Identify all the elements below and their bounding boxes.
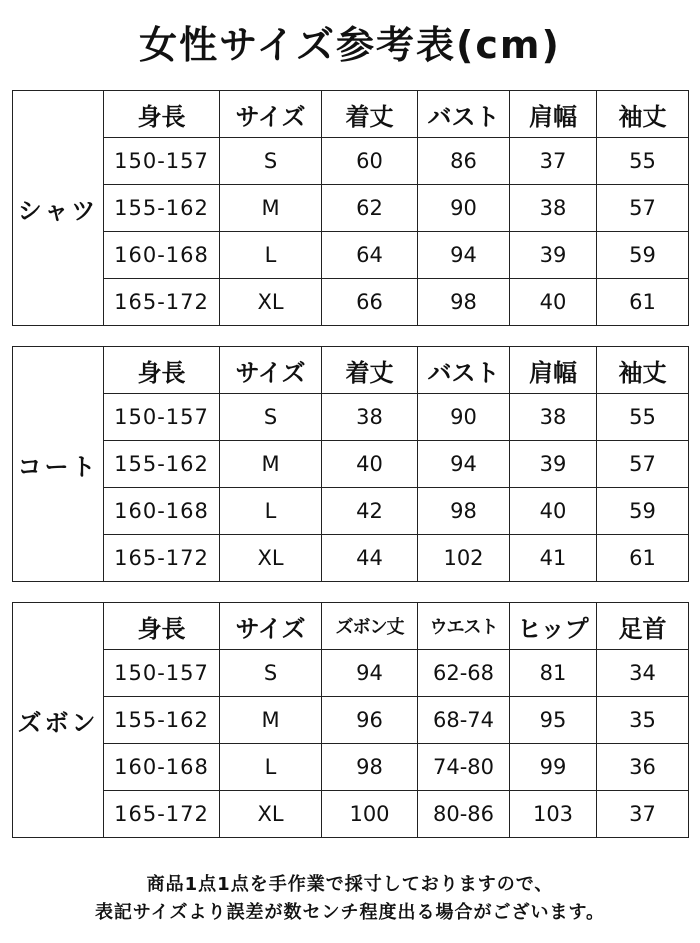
group-label-shirts: シャツ bbox=[13, 91, 104, 326]
cell-waist: 68-74 bbox=[418, 697, 510, 744]
cell-sleeve: 59 bbox=[597, 488, 689, 535]
cell-height: 160-168 bbox=[104, 232, 220, 279]
cell-sleeve: 61 bbox=[597, 535, 689, 582]
cell-length: 66 bbox=[322, 279, 418, 326]
cell-height: 150-157 bbox=[104, 138, 220, 185]
table-header-row bbox=[13, 603, 689, 650]
table-row bbox=[13, 535, 689, 582]
cell-pants-length: 94 bbox=[322, 650, 418, 697]
cell-size: M bbox=[220, 697, 322, 744]
header-size: サイズ bbox=[220, 91, 322, 138]
header-shoulder: 肩幅 bbox=[510, 347, 597, 394]
cell-height: 150-157 bbox=[104, 394, 220, 441]
header-size: サイズ bbox=[220, 347, 322, 394]
cell-height: 165-172 bbox=[104, 279, 220, 326]
cell-height: 165-172 bbox=[104, 791, 220, 838]
cell-pants-length: 96 bbox=[322, 697, 418, 744]
header-pants-length: ズボン丈 bbox=[322, 603, 418, 650]
cell-bust: 90 bbox=[418, 394, 510, 441]
cell-hip: 81 bbox=[510, 650, 597, 697]
cell-waist: 74-80 bbox=[418, 744, 510, 791]
cell-sleeve: 57 bbox=[597, 441, 689, 488]
header-size: サイズ bbox=[220, 603, 322, 650]
table-row bbox=[13, 744, 689, 791]
cell-length: 62 bbox=[322, 185, 418, 232]
cell-bust: 90 bbox=[418, 185, 510, 232]
table-header-row bbox=[13, 91, 689, 138]
table-row bbox=[13, 232, 689, 279]
table-row bbox=[13, 394, 689, 441]
header-bust: バスト bbox=[418, 91, 510, 138]
cell-shoulder: 38 bbox=[510, 185, 597, 232]
cell-hip: 103 bbox=[510, 791, 597, 838]
cell-ankle: 34 bbox=[597, 650, 689, 697]
cell-sleeve: 61 bbox=[597, 279, 689, 326]
cell-ankle: 35 bbox=[597, 697, 689, 744]
table-row bbox=[13, 650, 689, 697]
table-row bbox=[13, 279, 689, 326]
cell-sleeve: 55 bbox=[597, 394, 689, 441]
header-height: 身長 bbox=[104, 91, 220, 138]
cell-height: 160-168 bbox=[104, 488, 220, 535]
cell-waist: 80-86 bbox=[418, 791, 510, 838]
cell-length: 60 bbox=[322, 138, 418, 185]
cell-length: 42 bbox=[322, 488, 418, 535]
cell-size: S bbox=[220, 138, 322, 185]
header-length: 着丈 bbox=[322, 91, 418, 138]
coat-size-table bbox=[12, 346, 688, 582]
cell-bust: 86 bbox=[418, 138, 510, 185]
cell-height: 155-162 bbox=[104, 697, 220, 744]
cell-shoulder: 40 bbox=[510, 488, 597, 535]
cell-sleeve: 59 bbox=[597, 232, 689, 279]
header-height: 身長 bbox=[104, 603, 220, 650]
header-bust: バスト bbox=[418, 347, 510, 394]
header-height: 身長 bbox=[104, 347, 220, 394]
cell-shoulder: 39 bbox=[510, 232, 597, 279]
table-row bbox=[13, 185, 689, 232]
cell-shoulder: 39 bbox=[510, 441, 597, 488]
cell-height: 155-162 bbox=[104, 441, 220, 488]
cell-shoulder: 40 bbox=[510, 279, 597, 326]
cell-bust: 102 bbox=[418, 535, 510, 582]
cell-sleeve: 57 bbox=[597, 185, 689, 232]
cell-pants-length: 98 bbox=[322, 744, 418, 791]
table-row bbox=[13, 441, 689, 488]
cell-waist: 62-68 bbox=[418, 650, 510, 697]
cell-size: S bbox=[220, 394, 322, 441]
table-row bbox=[13, 138, 689, 185]
header-waist: ウエスト bbox=[418, 603, 510, 650]
cell-size: XL bbox=[220, 535, 322, 582]
cell-shoulder: 41 bbox=[510, 535, 597, 582]
header-ankle: 足首 bbox=[597, 603, 689, 650]
table-row bbox=[13, 697, 689, 744]
cell-bust: 94 bbox=[418, 441, 510, 488]
pants-size-table bbox=[12, 602, 688, 838]
note-line-1: 商品1点1点を手作業で採寸しておりますので、 bbox=[146, 874, 554, 895]
header-length: 着丈 bbox=[322, 347, 418, 394]
cell-shoulder: 37 bbox=[510, 138, 597, 185]
table-row bbox=[13, 488, 689, 535]
cell-pants-length: 100 bbox=[322, 791, 418, 838]
cell-ankle: 36 bbox=[597, 744, 689, 791]
cell-size: L bbox=[220, 744, 322, 791]
cell-bust: 98 bbox=[418, 488, 510, 535]
note-line-2: 表記サイズより誤差が数センチ程度出る場合がございます。 bbox=[94, 902, 606, 923]
header-sleeve: 袖丈 bbox=[597, 91, 689, 138]
cell-size: XL bbox=[220, 791, 322, 838]
cell-height: 155-162 bbox=[104, 185, 220, 232]
cell-height: 150-157 bbox=[104, 650, 220, 697]
cell-size: XL bbox=[220, 279, 322, 326]
table-row bbox=[13, 791, 689, 838]
cell-length: 44 bbox=[322, 535, 418, 582]
cell-size: M bbox=[220, 441, 322, 488]
group-label-pants: ズボン bbox=[13, 603, 104, 838]
cell-length: 64 bbox=[322, 232, 418, 279]
cell-hip: 99 bbox=[510, 744, 597, 791]
header-sleeve: 袖丈 bbox=[597, 347, 689, 394]
shirts-size-table bbox=[12, 90, 688, 326]
cell-length: 40 bbox=[322, 441, 418, 488]
cell-height: 165-172 bbox=[104, 535, 220, 582]
group-label-coat: コート bbox=[13, 347, 104, 582]
cell-size: L bbox=[220, 232, 322, 279]
cell-size: L bbox=[220, 488, 322, 535]
header-hip: ヒップ bbox=[510, 603, 597, 650]
cell-bust: 98 bbox=[418, 279, 510, 326]
cell-shoulder: 38 bbox=[510, 394, 597, 441]
cell-bust: 94 bbox=[418, 232, 510, 279]
header-shoulder: 肩幅 bbox=[510, 91, 597, 138]
cell-sleeve: 55 bbox=[597, 138, 689, 185]
cell-size: S bbox=[220, 650, 322, 697]
cell-length: 38 bbox=[322, 394, 418, 441]
page-title: 女性サイズ参考表(cm) bbox=[139, 23, 561, 67]
table-header-row bbox=[13, 347, 689, 394]
cell-height: 160-168 bbox=[104, 744, 220, 791]
cell-size: M bbox=[220, 185, 322, 232]
cell-hip: 95 bbox=[510, 697, 597, 744]
cell-ankle: 37 bbox=[597, 791, 689, 838]
